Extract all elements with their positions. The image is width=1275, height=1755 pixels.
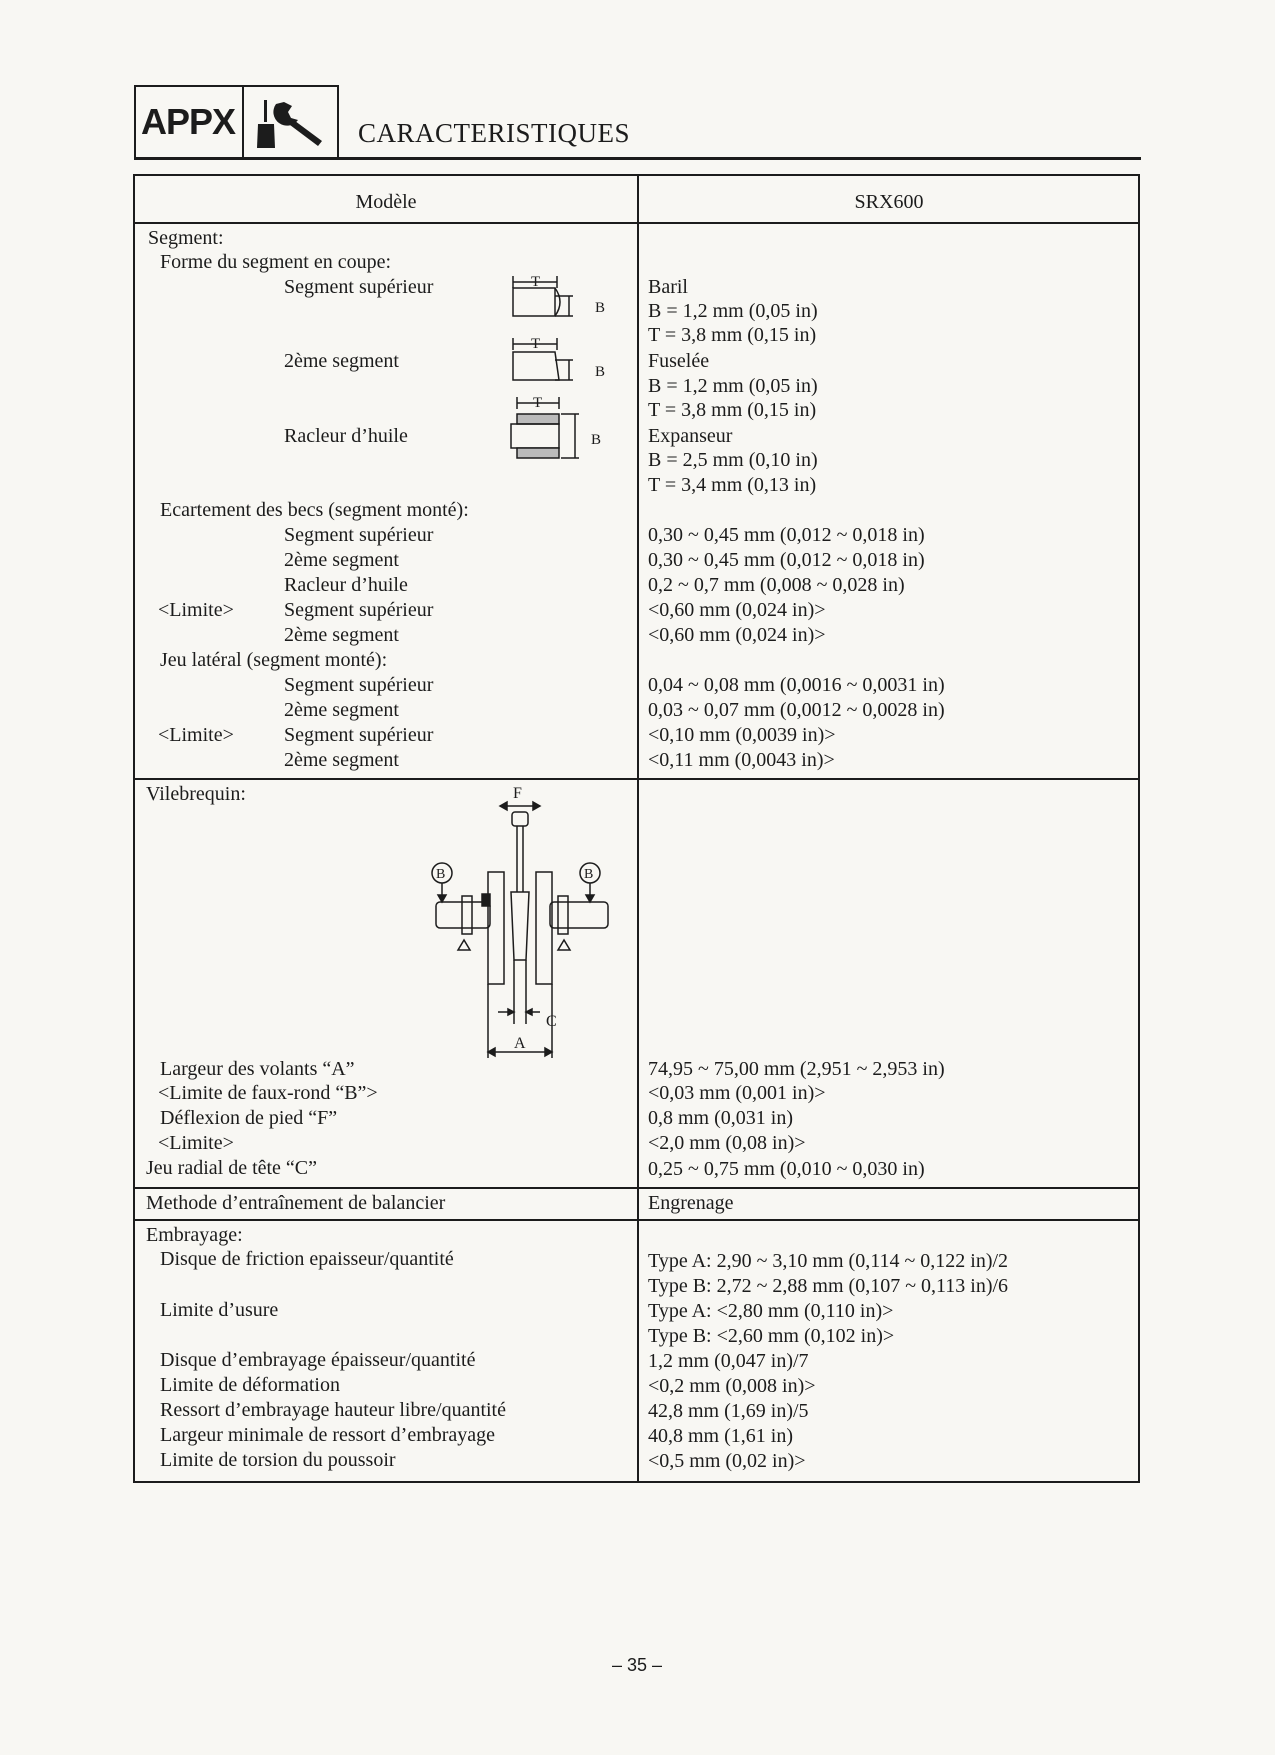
segment-sup-type: Baril — [648, 276, 688, 298]
segment-2eme-label: 2ème segment — [284, 350, 399, 372]
ecartement-limite-2eme-value: <0,60 mm (0,024 in)> — [648, 624, 826, 646]
largeur-ressort-label: Largeur minimale de ressort d’embrayage — [160, 1424, 496, 1446]
ring-section-diagram — [505, 268, 613, 474]
diagram-label-b: B — [584, 867, 594, 882]
ecartement-sup-label: Segment supérieur — [284, 524, 434, 546]
balancier-value: Engrenage — [648, 1192, 734, 1214]
diagram-label-b: B — [595, 300, 606, 316]
segment-racleur-t: T = 3,4 mm (0,13 in) — [648, 474, 817, 496]
faux-rond-label: <Limite de faux-rond “B”> — [158, 1082, 378, 1104]
ecartement-limite-sup-value: <0,60 mm (0,024 in)> — [648, 599, 826, 621]
deflexion-limite-value: <2,0 mm (0,08 in)> — [648, 1132, 806, 1154]
ressort-label: Ressort d’embrayage hauteur libre/quantité — [160, 1399, 506, 1421]
jeu-limite-2eme-value: <0,11 mm (0,0043 in)> — [648, 749, 835, 771]
segment-racleur-label: Racleur d’huile — [284, 425, 408, 447]
segment-sup-t: T = 3,8 mm (0,15 in) — [648, 324, 817, 346]
row-divider-header — [133, 222, 1140, 224]
row-divider-balancier — [133, 1219, 1140, 1221]
jeu-limite-sup-value: <0,10 mm (0,0039 in)> — [648, 724, 836, 746]
tools-icon — [248, 92, 336, 154]
diagram-label-t: T — [533, 395, 543, 411]
largeur-volants-value: 74,95 ~ 75,00 mm (2,951 ~ 2,953 in) — [648, 1058, 945, 1080]
segment-2eme-type: Fuselée — [648, 350, 710, 372]
segment-racleur-type: Expanseur — [648, 425, 733, 447]
crankshaft-diagram — [418, 782, 618, 1074]
diagram-label-t: T — [531, 274, 541, 290]
diagram-label-b: B — [591, 432, 602, 448]
torsion-poussoir-label: Limite de torsion du poussoir — [160, 1449, 396, 1471]
ecartement-racleur-label: Racleur d’huile — [284, 574, 408, 596]
disque-friction-label: Disque de friction epaisseur/quantité — [160, 1248, 454, 1270]
segment-forme-label: Forme du segment en coupe: — [160, 251, 392, 273]
jeu-sup-value: 0,04 ~ 0,08 mm (0,0016 ~ 0,0031 in) — [648, 674, 945, 696]
jeu-limite-2eme-label: 2ème segment — [284, 749, 399, 771]
faux-rond-value: <0,03 mm (0,001 in)> — [648, 1082, 826, 1104]
diagram-label-c: C — [546, 1013, 557, 1030]
ecartement-2eme-label: 2ème segment — [284, 549, 399, 571]
ecartement-limite-2eme-label: 2ème segment — [284, 624, 399, 646]
limite-usure-type-a: Type A: <2,80 mm (0,110 in)> — [648, 1300, 894, 1322]
ecartement-sup-value: 0,30 ~ 0,45 mm (0,012 ~ 0,018 in) — [648, 524, 925, 546]
segment-racleur-b: B = 2,5 mm (0,10 in) — [648, 449, 818, 471]
deformation-value: <0,2 mm (0,008 in)> — [648, 1375, 816, 1397]
limite-label: <Limite> — [158, 599, 234, 621]
ecartement-limite-sup-label: Segment supérieur — [284, 599, 434, 621]
balancier-label: Methode d’entraînement de balancier — [146, 1192, 446, 1214]
limite-usure-label: Limite d’usure — [160, 1299, 279, 1321]
embrayage-heading: Embrayage: — [146, 1224, 243, 1246]
jeu-2eme-value: 0,03 ~ 0,07 mm (0,0012 ~ 0,0028 in) — [648, 699, 945, 721]
deflexion-limite-label: <Limite> — [158, 1132, 234, 1154]
page-number: – 35 – — [612, 1655, 663, 1675]
ecartement-2eme-value: 0,30 ~ 0,45 mm (0,012 ~ 0,018 in) — [648, 549, 925, 571]
torsion-poussoir-value: <0,5 mm (0,02 in)> — [648, 1450, 806, 1472]
disque-embrayage-label: Disque d’embrayage épaisseur/quantité — [160, 1349, 476, 1371]
diagram-label-b: B — [595, 364, 606, 380]
header-rule — [134, 157, 1141, 160]
jeu-2eme-label: 2ème segment — [284, 699, 399, 721]
disque-embrayage-value: 1,2 mm (0,047 in)/7 — [648, 1350, 809, 1372]
deflexion-label: Déflexion de pied “F” — [160, 1107, 338, 1129]
jeu-limite-sup-label: Segment supérieur — [284, 724, 434, 746]
vilebrequin-heading: Vilebrequin: — [146, 783, 246, 805]
jeu-lateral-label: Jeu latéral (segment monté): — [160, 649, 388, 671]
row-divider-vilebrequin — [133, 1187, 1140, 1189]
diagram-label-b: B — [436, 867, 446, 882]
segment-heading: Segment: — [148, 227, 224, 249]
jeu-radial-label: Jeu radial de tête “C” — [146, 1157, 318, 1179]
segment-2eme-t: T = 3,8 mm (0,15 in) — [648, 399, 817, 421]
ressort-value: 42,8 mm (1,69 in)/5 — [648, 1400, 809, 1422]
jeu-radial-value: 0,25 ~ 0,75 mm (0,010 ~ 0,030 in) — [648, 1158, 925, 1180]
column-header-model: Modèle — [355, 191, 417, 213]
deformation-label: Limite de déformation — [160, 1374, 340, 1396]
ecartement-label: Ecartement des becs (segment monté): — [160, 499, 469, 521]
section-code: APPX — [134, 85, 244, 159]
deflexion-value: 0,8 mm (0,031 in) — [648, 1107, 793, 1129]
segment-2eme-b: B = 1,2 mm (0,05 in) — [648, 375, 818, 397]
disque-friction-type-a: Type A: 2,90 ~ 3,10 mm (0,114 ~ 0,122 in)/2 — [648, 1250, 1009, 1272]
diagram-label-t: T — [531, 336, 541, 352]
page-title: CARACTERISTIQUES — [358, 118, 631, 148]
limite-usure-type-b: Type B: <2,60 mm (0,102 in)> — [648, 1325, 895, 1347]
limite-label: <Limite> — [158, 724, 234, 746]
column-header-srx600: SRX600 — [854, 191, 924, 213]
largeur-ressort-value: 40,8 mm (1,61 in) — [648, 1425, 793, 1447]
segment-sup-label: Segment supérieur — [284, 276, 434, 298]
largeur-volants-label: Largeur des volants “A” — [160, 1058, 355, 1080]
diagram-label-f: F — [513, 785, 522, 802]
row-divider-segment — [133, 778, 1140, 780]
disque-friction-type-b: Type B: 2,72 ~ 2,88 mm (0,107 ~ 0,113 in)/6 — [648, 1275, 1009, 1297]
jeu-sup-label: Segment supérieur — [284, 674, 434, 696]
ecartement-racleur-value: 0,2 ~ 0,7 mm (0,008 ~ 0,028 in) — [648, 574, 905, 596]
diagram-label-a: A — [514, 1035, 526, 1052]
segment-sup-b: B = 1,2 mm (0,05 in) — [648, 300, 818, 322]
column-divider — [637, 174, 639, 1483]
